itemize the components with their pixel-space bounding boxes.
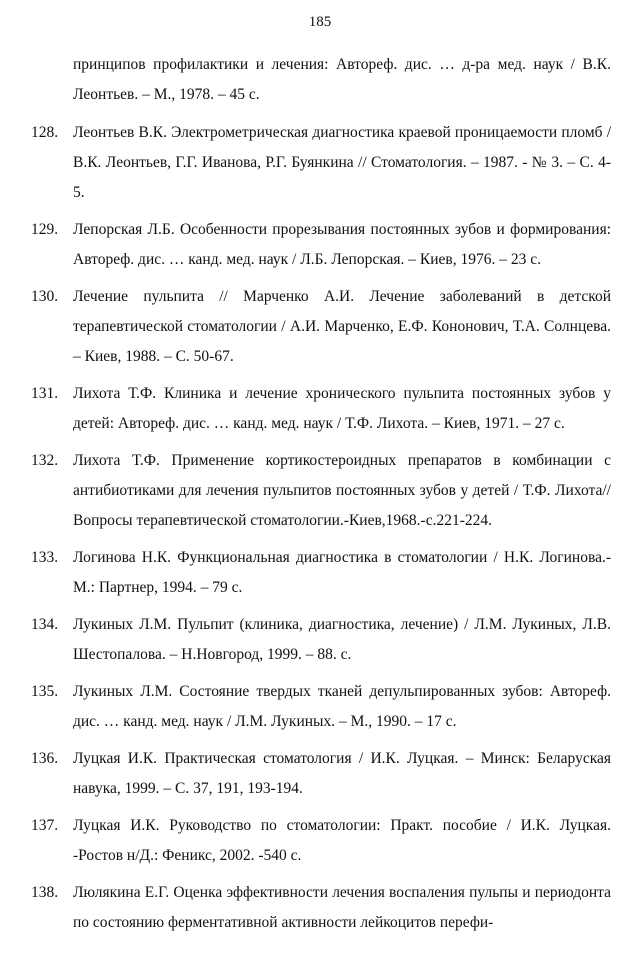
reference-text: Лечение пульпита // Марченко А.И. Лечение заболеваний в детской терапевтической стоматологии / А.И. Марченко, Е.Ф. Кононович, Т.А. Солнцева. – Киев, 1988. – С. 50-67. bbox=[73, 288, 611, 365]
reference-number: 137. bbox=[31, 817, 59, 834]
reference-text: Луцкая И.К. Практическая стоматология / И.К. Луцкая. – Минск: Беларуская навука, 1999. – С. 37, 191, 193-194. bbox=[73, 750, 611, 797]
reference-text: Лукиных Л.М. Пульпит (клиника, диагностика, лечение) / Л.М. Лукиных, Л.В. Шестопалова. – Н.Новгород, 1999. – 88. с. bbox=[73, 616, 611, 663]
reference-item bbox=[31, 379, 611, 439]
reference-item bbox=[31, 118, 611, 208]
reference-text: Луцкая И.К. Руководство по стоматологии: Практ. пособие / И.К. Луцкая. -Ростов н/Д.: Феникс, 2002. -540 с. bbox=[73, 817, 611, 864]
reference-number: 130. bbox=[31, 288, 59, 305]
reference-text: Лихота Т.Ф. Применение кортикостероидных препаратов в комбинации с антибиотиками для лечения пульпитов постоянных зубов у детей / Т.Ф. Лихота// Вопросы терапевтической стоматологии.-Киев,1968.-с.221-224. bbox=[73, 452, 611, 529]
reference-number: 128. bbox=[31, 124, 59, 141]
reference-item bbox=[31, 543, 611, 603]
reference-text: Лепорская Л.Б. Особенности прорезывания постоянных зубов и формирования: Автореф. дис. … канд. мед. наук / Л.Б. Лепорская. – Киев, 1976. – 23 с. bbox=[73, 221, 611, 268]
reference-item bbox=[31, 744, 611, 804]
reference-number: 132. bbox=[31, 452, 59, 469]
reference-number: 129. bbox=[31, 221, 59, 238]
reference-number: 138. bbox=[31, 884, 59, 901]
reference-item bbox=[31, 878, 611, 938]
reference-item bbox=[31, 446, 611, 536]
reference-number: 134. bbox=[31, 616, 59, 633]
reference-item bbox=[31, 282, 611, 372]
reference-item bbox=[31, 677, 611, 737]
reference-number: 133. bbox=[31, 549, 59, 566]
reference-item bbox=[31, 811, 611, 871]
reference-number: 131. bbox=[31, 385, 59, 402]
reference-text: Люлякина Е.Г. Оценка эффективности лечения воспаления пульпы и периодонта по состоянию ферментативной активности лейкоцитов перефи- bbox=[73, 884, 611, 931]
reference-number: 136. bbox=[31, 750, 59, 767]
reference-item bbox=[31, 215, 611, 275]
reference-text: Логинова Н.К. Функциональная диагностика в стоматологии / Н.К. Логинова.- М.: Партнер, 1994. – 79 с. bbox=[73, 549, 611, 596]
reference-list bbox=[31, 50, 611, 945]
reference-text: Лихота Т.Ф. Клиника и лечение хронического пульпита постоянных зубов у детей: Автореф. дис. … канд. мед. наук / Т.Ф. Лихота. – Киев, 1971. – 27 с. bbox=[73, 385, 611, 432]
reference-item bbox=[31, 610, 611, 670]
reference-number: 135. bbox=[31, 683, 59, 700]
reference-continuation bbox=[31, 50, 611, 110]
page-number: 185 bbox=[308, 14, 332, 30]
reference-text: принципов профилактики и лечения: Автореф. дис. … д-ра мед. наук / В.К. Леонтьев. – М., 1978. – 45 с. bbox=[73, 56, 611, 103]
reference-text: Леонтьев В.К. Электрометрическая диагностика краевой проницаемости пломб / В.К. Леонтьев, Г.Г. Иванова, Р.Г. Буянкина // Стоматология. – 1987. - № 3. – С. 4-5. bbox=[73, 124, 611, 201]
reference-text: Лукиных Л.М. Состояние твердых тканей депульпированных зубов: Автореф. дис. … канд. мед. наук / Л.М. Лукиных. – М., 1990. – 17 с. bbox=[73, 683, 611, 730]
